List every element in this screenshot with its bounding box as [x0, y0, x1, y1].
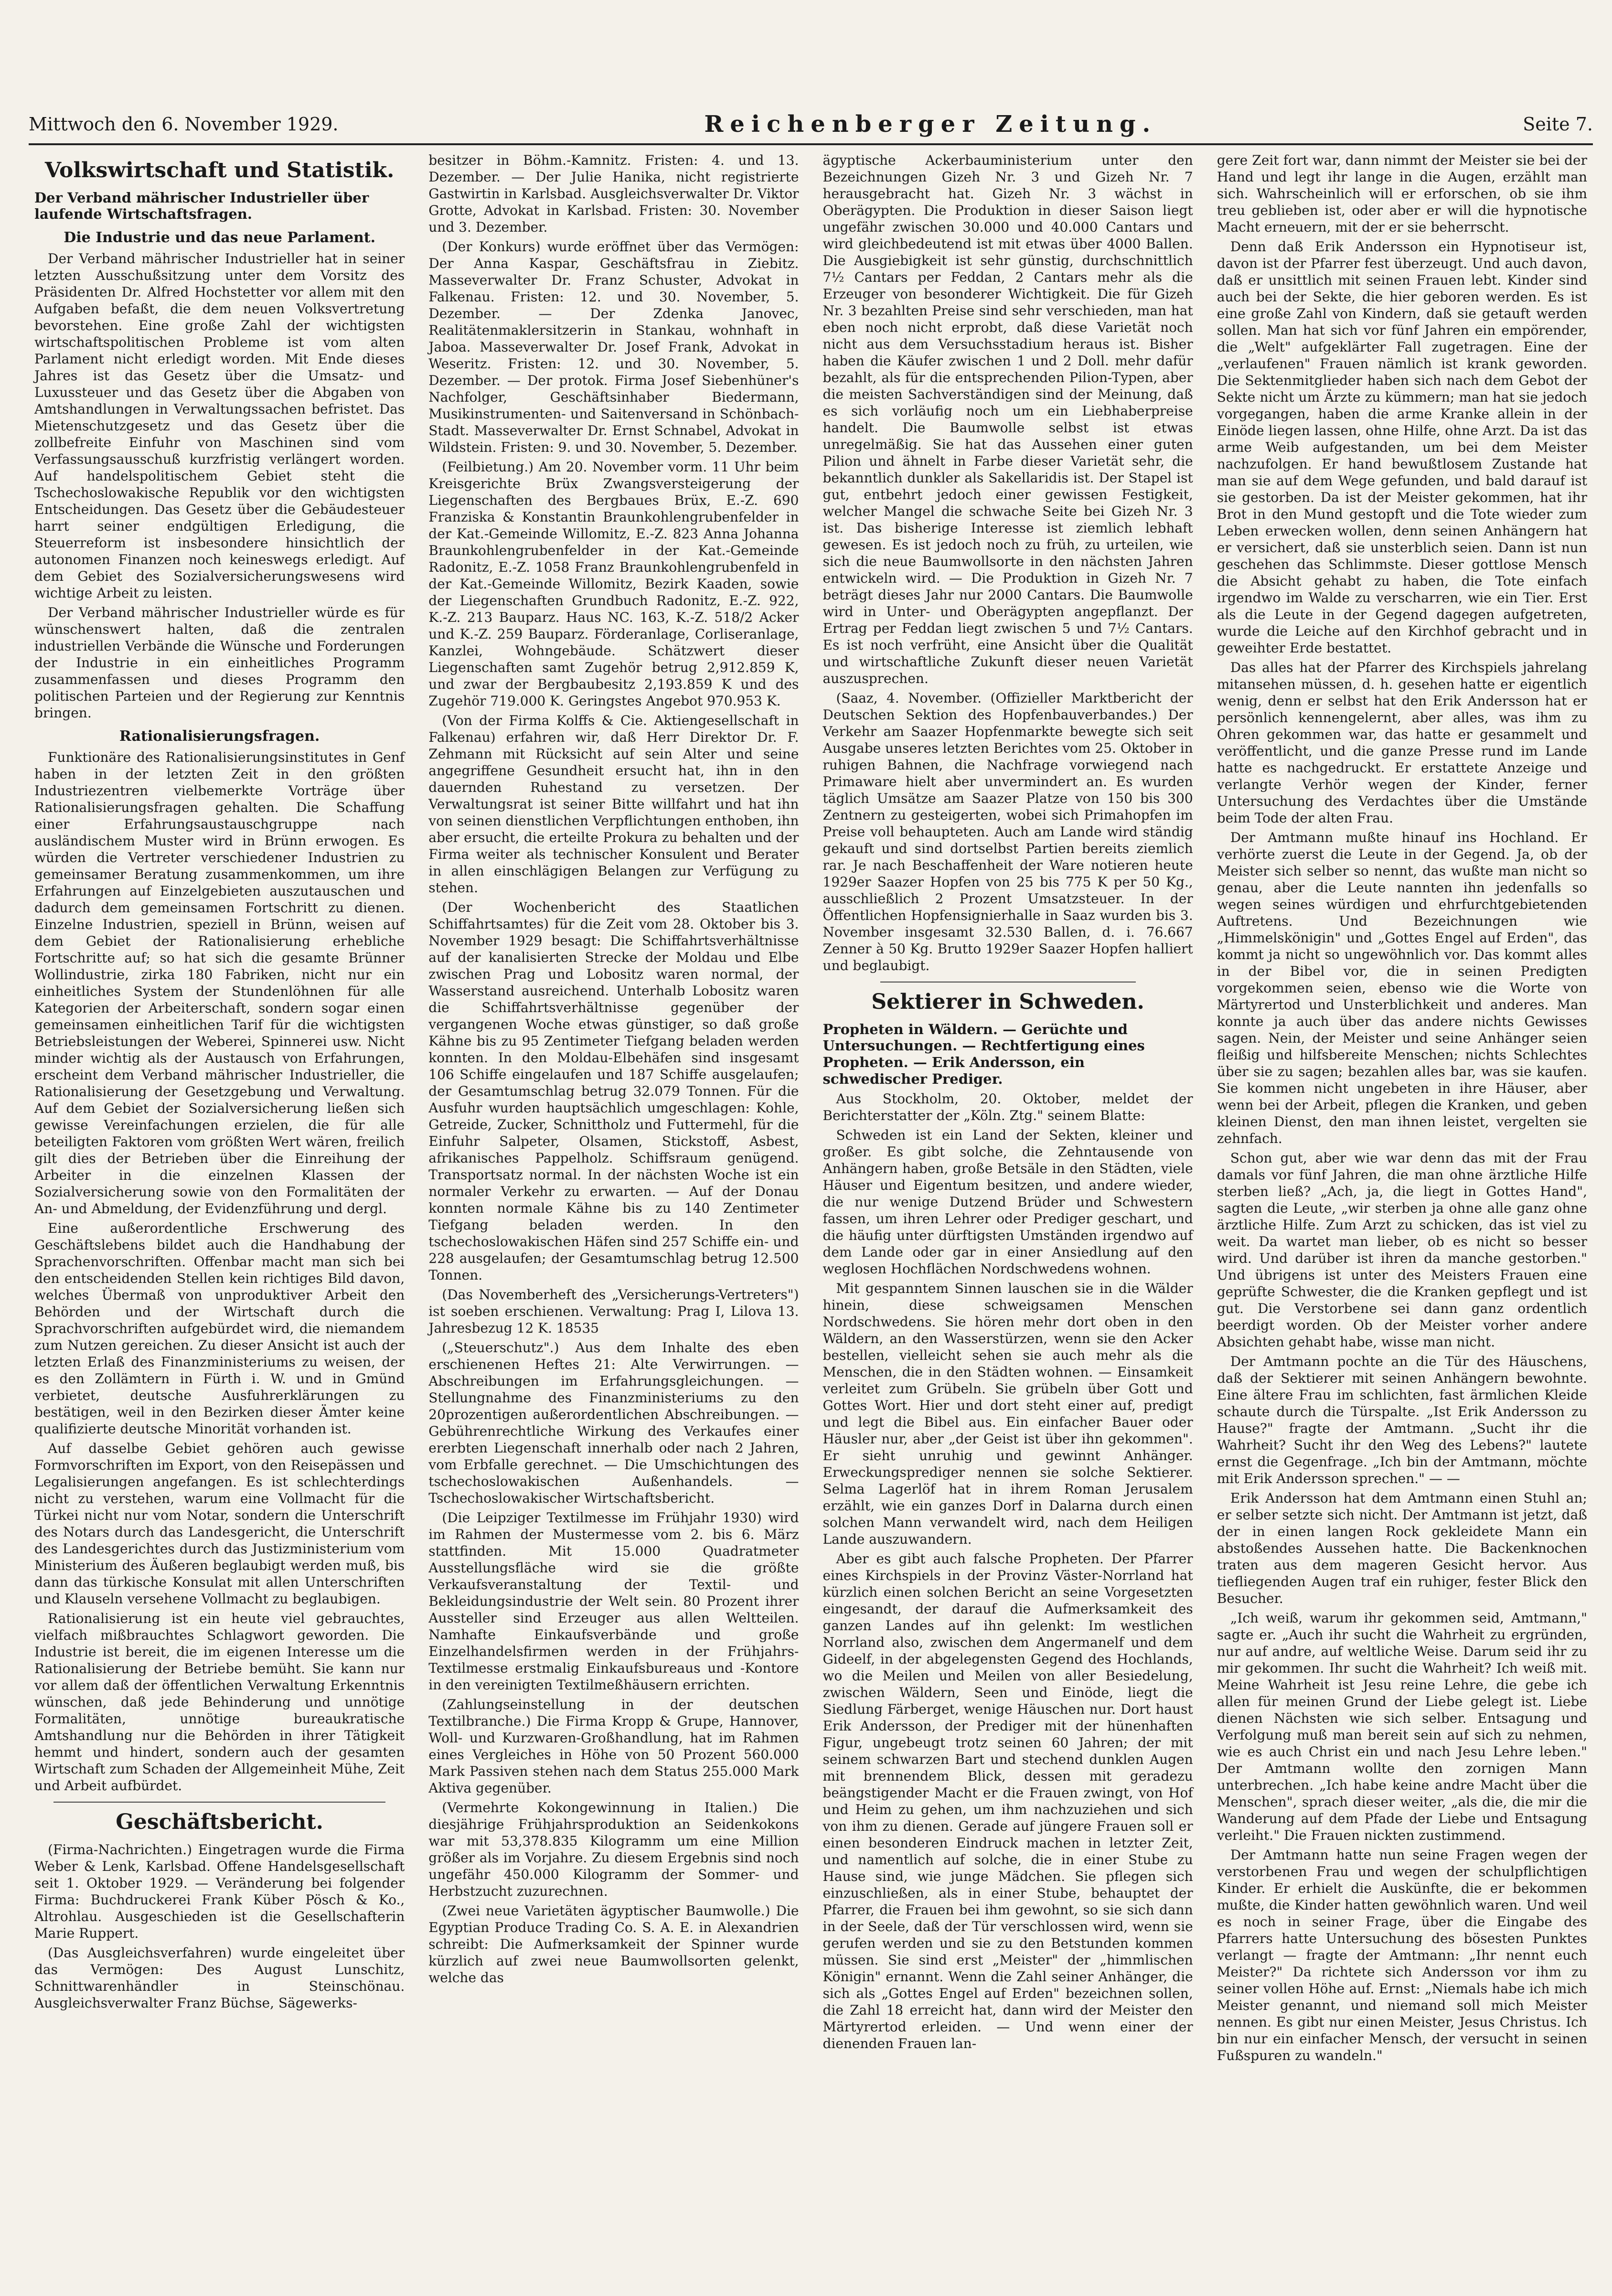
- paragraph: „Ich weiß, warum ihr gekommen seid, Amtmann," sagte er. „Auch ihr sucht die Wahrheit zu ergründen, nur auf andre, auf weltliche Weise. Darum seid ihr zu mir gekommen. Ihr sucht die Wahrheit? Ich weiß mit. Meine Wahrheit ist Jesu reine Lehre, die gebe ich allen für meinen Grund der Liebe gelegt ist. Liebe dienen Nächsten wie sich selber. Entsagung und Verfolgung muß man bereit sein auf sich zu nehmen, wie es auch Christ ein und nach Jesu Lehre leben." Der Amtmann wollte den zornigen Mann unterbrechen. „Ich habe keine andre Macht über die Menschen", sprach dieser weiter, „als die, die mir die Wanderung auf dem Pfade der Liebe und Entsagung verleiht." Die Frauen nickten zustimmend.: [1217, 1610, 1587, 1843]
- paragraph: Funktionäre des Rationalisierungsinstitutes in Genf haben in der letzten Zeit in den größten Industriezentren vielbemerkte Vorträge über Rationalisierungsfragen gehalten. Die Schaffung einer Erfahrungsaustauschgruppe nach ausländischem Muster wird in Brünn erwogen. Es würden die Vertreter verschiedener Industrien zu gemeinsamer Beratung zusammenkommen, um ihre Erfahrungen auf Einzelgebieten auszutauschen und dadurch dem gemeinsamen Fortschritt zu dienen. Einzelne Industrien, speziell in Brünn, weisen auf dem Gebiet der Rationalisierung erhebliche Fortschritte auf; so hat sich die gesamte Brünner Wollindustrie, zirka 180 Fabriken, nicht nur ein einheitliches System der Stundenlöhnen für alle Kategorien der Arbeiterschaft, sondern sogar einen gemeinsamen einheitlichen Tarif für die wichtigsten Betriebsleistungen der Weberei, Spinnerei usw. Nicht minder wichtig als der Austausch von Erfahrungen, erscheint dem Verband mährischer Industrieller, die Rationalisierung der Gesetzgebung und Verwaltung. Auf dem Gebiet der Sozialversicherung ließen sich gewisse Vereinfachungen erzielen, die für alle beteiligten Faktoren vom größten Wert wären, freilich gilt dies der Betrieben über die Einreihung der Arbeiter in die einzelnen Klassen der Sozialversicherung sowie von den Formalitäten der An- und Abmeldung, der Evidenzführung und dergl.: [34, 749, 405, 1217]
- paragraph: besitzer in Böhm.-Kamnitz. Fristen: 4. und 13. Dezember. — Der Julie Hanika, nicht registrierte Gastwirtin in Karlsbad. Ausgleichsverwalter Dr. Viktor Grotte, Advokat in Karlsbad. Fristen: 30. November und 3. Dezember.: [428, 152, 799, 235]
- article-subtitle: Propheten in Wäldern. — Gerüchte und Untersuchungen. — Rechtfertigung eines Propheten. — Erik Andersson, ein schwedischer Prediger.: [822, 1021, 1145, 1087]
- paragraph: Der Amtmann mußte hinauf ins Hochland. Er verhörte zuerst die Leute in der Gegend. Ja, ob der Meister sich selber so nennt, das wußte man nicht so genau, aber die Leute nannten ihn jedenfalls so wegen seines würdigen und ehrfurchtgebietenden Auftretens. Und Bezeichnungen wie „Himmelskönigin" und „Gottes Engel auf Erden", das kommt ja nicht so ungewöhnlich vor. Das kommt alles in der Bibel vor, die in seinen Predigten vorgekommen seien, ebenso wie die Worte von Märtyrertod und Unsterblichkeit und anderes. Man konnte ja auch über das andere nichts Gewisses sagen. Nein, der Meister und seine Anhänger seien fleißig und hilfsbereite Menschen; nichts Schlechtes über sie zu sagen; bezahlen alles bar, was sie kaufen. Sie kommen nicht ungebeten in ihre Häuser, aber wenn bei der Arbeit, pflegen die Kranken, und geben kleinen Dienst, den man ihnen leistet, vergelten sie zehnfach.: [1217, 830, 1587, 1146]
- newspaper-title: Reichenberger Zeitung.: [704, 111, 1157, 138]
- paragraph: (Die Leipziger Textilmesse im Frühjahr 1930) wird im Rahmen der Mustermesse vom 2. bis 6. März stattfinden. Mit 15.000 Quadratmeter Ausstellungsfläche wird sie die größte Verkaufsveranstaltung der Textil- und Bekleidungsindustrie der Welt sein. 80 Prozent ihrer Aussteller sind Erzeuger aus allen Weltteilen. Namhafte Einkaufsverbände und große Einzelhandelsfirmen werden in der Frühjahrs-Textilmesse erstmalig Einkaufsbureaus und -Kontore in den vereinigten Textilmeßhäusern errichten.: [428, 1510, 799, 1693]
- paragraph: Schweden ist ein Land der Sekten, kleiner und großer. Es gibt solche, die Zehntausende von Anhängern haben, große Betsäle in den Städten, viele Häuser und Eigentum besitzen, und andere wieder, die nur wenige Dutzend Brüder und Schwestern fassen, um ihren Lehrer oder Prediger geschart, und die häufig unter dürftigsten Umständen irgendwo auf dem Lande oder gar in einer Ansiedlung auf den weglosen Hochflächen Nordschwedens wohnen.: [822, 1127, 1193, 1277]
- paragraph: (Das Ausgleichsverfahren) wurde eingeleitet über das Vermögen: Des August Lunschitz, Schnittwarenhändler in Steinschönau. Ausgleichsverwalter Franz Büchse, Sägewerks-: [34, 1944, 405, 2011]
- paragraph: Der Amtmann hatte nun seine Fragen wegen der verstorbenen Frau und wegen der schulpflichtigen Kinder. Er erhielt die Auskünfte, die er bekommen mußte, die Kinder hatten gewöhnlich waren. Und weil es noch in seiner Frage, über die Eingabe des Pfarrers hatte Untersuchung des bösesten Punktes verlangt — fragte der Amtmann: „Ihr nennt euch Meister?" Da richtete sich Andersson vor ihm zu seiner vollen Höhe auf. Ernst: „Niemals habe ich mich Meister genannt, und niemand soll mich Meister nennen. Es gibt nur einen Meister, Jesus Christus. Ich bin nur ein einfacher Mensch, der versucht in seinen Fußspuren zu wandeln.": [1217, 1847, 1587, 2063]
- article-title: Sektierer in Schweden.: [871, 990, 1144, 1014]
- issue-date: Mittwoch den 6. November 1929.: [29, 114, 339, 135]
- article-columns: [29, 152, 1593, 2282]
- divider: [53, 1802, 385, 1803]
- paragraph: Der Verband mährischer Industrieller würde es für wünschenswert halten, daß die zentralen industriellen Verbände die Wünsche und Forderungen der Industrie in ein einheitliches Programm zusammenfassen und dieses Programm den politischen Parteien und der Regierung zur Kenntnis bringen.: [34, 605, 405, 721]
- paragraph: (Vermehrte Kokongewinnung in Italien.) Die diesjährige Frühjahrsproduktion an Seidenkokons war mit 53,378.835 Kilogramm um eine Million größer als im Vorjahre. Zu diesem Ergebnis sind noch ungefähr 450.000 Kilogramm der Sommer- und Herbstzucht zuzurechnen.: [428, 1800, 799, 1899]
- paragraph: Denn daß Erik Andersson ein Hypnotiseur ist, davon ist der Pfarrer fest überzeugt. Und auch davon, daß er unsittlich mit seinen Frauen lebt. Kinder sind auch bei der Sekte, die hier geboren werden. Es ist eine große Zahl von Kindern, daß sie getauft werden sollen. Man hat sich vor fünf Jahren ein empörender, die „Welt" aufgeklärter Fall zugetragen. Eine der „verlaufenen" Frauen nämlich ist krank geworden. Die Sektenmitglieder haben sich nach dem Gebot der Sekte nicht um Ärzte zu kümmern; man hat sie jedoch vorgegangen, haben die arme Kranke allein in der Einöde liegen lassen, ohne Hilfe, ohne Arzt. Da ist das arme Weib aufgestanden, um bei dem Meister nachzufolgen. Er hand bewußtlosem Zustande hat man sie auf dem Wege gefunden, und bald darauf ist sie gestorben. Da ist der Meister gekommen, hat ihr Brot in den Mund gestopft und die Tote wieder zum Leben erwecken wollen, denn seinen Anhängern hat er versichert, daß sie unsterblich seien. Dann ist nun geschehen das Schlimmste. Dieser gottlose Mensch die Absicht gehabt zu haben, die Tote einfach irgendwo im Walde zu verscharren, wie ein Tier. Erst als die Leute in der Gegend dagegen aufgetreten, wurde die Leiche auf den Kirchhof gebracht und in geweihter Erde bestattet.: [1217, 239, 1587, 656]
- column-4: [1211, 152, 1593, 2282]
- paragraph: (Von der Firma Kolffs & Cie. Aktiengesellschaft in Falkenau) erfahren wir, daß Herr Direktor Dr. F. Zehmann mit Rücksicht auf sein Alter und seine angegriffene Gesundheit ersucht hat, ihn in den dauernden Ruhestand zu versetzen. Der Verwaltungsrat ist seiner Bitte willfahrt und hat ihn von seinen dienstlichen Verpflichtungen enthoben, ihn aber ersucht, die erteilte Prokura zu behalten und der Firma weiter als technischer Konsulent und Berater in allen einschlägigen Belangen zur Verfügung zu stehen.: [428, 713, 799, 896]
- column-2: [423, 152, 804, 2282]
- masthead: [29, 107, 1593, 141]
- paragraph: Schon gut, aber wie war denn das mit der Frau damals vor fünf Jahren, die man ohne ärztliche Hilfe sterben ließ? „Ach, ja, die liegt in Gottes Hand", sagten die Leute, „wir sterben ja ohne alle ganz ohne ärztliche Hilfe. Zum Arzt zu schicken, das ist viel zu weit. Da wartet man lieber, ob es nicht so besser wird. Und darüber ist ihren da manche gestorben." Und übrigens ist unter des Meisters Frauen eine geprüfte Schwester, die die Kranken gepflegt und ist gut. Die Verstorbene sei dann ganz ordentlich beerdigt worden. Ob der Meister vorher andere Absichten gehabt habe, wisse man nicht.: [1217, 1150, 1587, 1350]
- paragraph: (Firma-Nachrichten.) Eingetragen wurde die Firma Weber & Lenk, Karlsbad. Offene Handelsgesellschaft seit 1. Oktober 1929. — Veränderung bei folgender Firma: Buchdruckerei Frank Küber Pösch & Ko., Altrohlau. Ausgeschieden ist die Gesellschafterin Marie Ruppert.: [34, 1841, 405, 1941]
- section-heading: Geschäftsbericht.: [116, 1810, 323, 1835]
- page-number: Seite 7.: [1523, 114, 1593, 135]
- paragraph: (Der Konkurs) wurde eröffnet über das Vermögen: Der Anna Kaspar, Geschäftsfrau in Ziebitz. Masseverwalter Dr. Franz Schuster, Advokat in Falkenau. Fristen: 12. und 30. November, 5. Dezember. — Der Zdenka Janovec, Realitätenmaklersitzerin in Stankau, wohnhaft in Jaboa. Masseverwalter Dr. Josef Frank, Advokat in Weseritz. Fristen: 12. und 30. November, 5. Dezember. — Der protok. Firma Josef Siebenhüner's Nachfolger, Geschäftsinhaber Biedermann, Musikinstrumenten- und Saitenversand in Schönbach-Stadt. Masseverwalter Dr. Ernst Schnabel, Advokat in Wildstein. Fristen: 9. und 30. November, 5. Dezember.: [428, 239, 799, 455]
- paragraph: (Der Wochenbericht des Staatlichen Schiffahrtsamtes) für die Zeit vom 28. Oktober bis 3. November 1929 besagt: Die Schiffahrtsverhältnisse auf der kanalisierten Strecke der Moldau und Elbe zwischen Prag und Lobositz waren normal, der Wasserstand ausreichend. Unterhalb Lobositz waren die Schiffahrtsverhältnisse gegenüber der vergangenen Woche etwas günstiger, so daß große Kähne bis zu 95 Zentimeter Tiefgang beladen werden konnten. In den Moldau-Elbehäfen sind insgesamt 106 Schiffe eingelaufen und 187 Schiffe ausgelaufen; der Gesamtumschlag betrug 32.079 Tonnen. Für die Ausfuhr wurden hauptsächlich umgeschlagen: Kohle, Getreide, Zucker, Schnittholz und Futtermehl, für die Einfuhr Salpeter, Olsamen, Stickstoff, Asbest, afrikanisches Pappelholz. Schiffsraum genügend. Transportsatz normal. In der nächsten Woche ist ein normaler Verkehr zu erwarten. — Auf der Donau konnten normale Kähne bis zu 140 Zentimeter Tiefgang beladen werden. In den tschechoslowakischen Häfen sind 257 Schiffe ein- und 228 ausgelaufen; der Gesamtumschlag betrug 12.500 Tonnen.: [428, 899, 799, 1283]
- paragraph: gere Zeit fort war, dann nimmt der Meister sie bei der Hand und legt ihr lange in die Augen, erzählt man sich. Wahrscheinlich will er erforschen, ob sie ihm treu geblieben ist, oder aber er will die hypnotische Macht erneuern, mit der er sie beherrscht.: [1217, 152, 1587, 235]
- paragraph: (Das Novemberheft des „Versicherungs-Vertreters") ist soeben erschienen. Verwaltung: Prag I, Lilova 13. Jahresbezug 12 K. 18535: [428, 1287, 799, 1336]
- paragraph: Rationalisierung ist ein heute viel gebrauchtes, vielfach mißbrauchtes Schlagwort geworden. Die Industrie ist bereit, die im eigenen Interesse um die Rationalisierung der Betriebe bemüht. Sie kann nur vor allem daß der öffentlichen Verwaltung Erkenntnis wünschen, daß jede Behinderung und unnötige Formalitäten, unnötige bureaukratische Amtshandlung nur die Behörden in ihrer Tätigkeit hemmt und hindert, sondern auch der gesamten Wirtschaft zum Schaden der Allgemeinheit Mühe, Zeit und Arbeit aufbürdet.: [34, 1611, 405, 1794]
- paragraph: („Steuerschutz".) Aus dem Inhalte des eben erschienenen Heftes 21: Alte Verwirrungen. — Abschreibungen im Erfahrungsgleichungen. — Stellungnahme des Finanzministeriums zu den 20prozentigen außerordentlichen Abschreibungen. — Gebührenrechtliche Wirkung des Verkaufes einer ererbten Liegenschaft innerhalb oder nach 2 Jahren, vom Erbfalle gerechnet. — Die Umschichtungen des tschechoslowakischen Außenhandels. — Tschechoslowakischer Wirtschaftsbericht.: [428, 1340, 799, 1506]
- paragraph: Das alles hat der Pfarrer des Kirchspiels jahrelang mitansehen müssen, d. h. gesehen hatte er eigentlich wenig, denn er selbst hat den Erik Andersson hat er persönlich kennengelernt, aber alles, was ihm zu Ohren gekommen war, das hatte er gesammelt und veröffentlicht, und die ganze Presse rund im Lande hatte es nachgedruckt. Er erstattete Anzeige und verlangte Verhör wegen der Kinder, ferner Untersuchung des Verdachtes über die Umstände beim Tode der alten Frau.: [1217, 660, 1587, 826]
- paragraph: Mit gespanntem Sinnen lauschen sie in die Wälder hinein, diese schweigsamen Menschen Nordschwedens. Sie hören mehr dort oben in den Wäldern, an den Wasserstürzen, wenn sie den Acker bestellen, vielleicht sehen sie auch mehr als die Menschen, die in den Städten wohnen. — Einsamkeit verleitet zum Grübeln. Sie grübeln über Gott und Gottes Wort. Hier und dort steht einer auf, predigt und legt die Bibel aus. Ein einfacher Bauer oder Häusler nur, aber „der Geist ist über ihn gekommen". Er sieht unruhig und gewinnt Anhänger. Erweckungsprediger nennen sie solche Sektierer. Selma Lagerlöf hat in ihrem Roman Jerusalem erzählt, wie ein ganzes Dorf in Dalarna durch einen solchen Mann verwandelt wird, nach dem Heiligen Lande auszuwandern.: [822, 1280, 1193, 1547]
- paragraph: (Saaz, 4. November. (Offizieller Marktbericht der Deutschen Sektion des Hopfenbauverbandes.) Der Verkehr am Saazer Hopfenmarkte bewegte sich seit Ausgabe unseres letzten Berichtes vom 25. Oktober in ruhigen Bahnen, die Nachfrage vorwiegend nach Primaware hielt aber unvermindert an. Es wurden täglich Umsätze am Saazer Platze von 150 bis 300 Zentnern zu gesteigerten, wobei sich Primahopfen im Preise voll behaupteten. Auch am Lande wird ständig gekauft und sind dortselbst Partien bereits ziemlich rar. Je nach Beschaffenheit der Ware notieren heute 1929er Saazer Hopfen von 25 bis 775 K per 50 Kg., ausschließlich 2 Prozent Umsatzsteuer. In der Öffentlichen Hopfensignierhalle in Saaz wurden bis 3. November insgesamt 32.530 Ballen, d. i. 76.667 Zenner à 50 Kg. Brutto 1929er Saazer Hopfen halliert und beglaubigt.: [822, 690, 1193, 973]
- column-1: [29, 152, 410, 2282]
- paragraph: Der Amtmann pochte an die Tür des Häuschens, daß der Sektierer mit seinen Anhängern bewohnte. Eine ältere Frau im schlichten, fast ärmlichen Kleide schaute durch die Türspalte. „Ist Erik Andersson zu Hause?" fragte der Amtmann. „Sucht ihr die Wahrheit? Sucht ihr den Weg des Lebens?" lautete ernst die Gegenfrage. „Ich bin der Amtmann, möchte mit Erik Andersson sprechen." — —: [1217, 1354, 1587, 1486]
- paragraph: (Zahlungseinstellung in der deutschen Textilbranche.) Die Firma Kropp & Grupe, Hannover, Woll- und Kurzwaren-Großhandlung, hat im Rahmen eines Vergleiches in Höhe von 50 Prozent 560.000 Mark Passiven stehen nach dem Status 255.000 Mark Aktiva gegenüber.: [428, 1697, 799, 1796]
- masthead-rule: [29, 143, 1593, 145]
- paragraph: (Feilbietung.) Am 20. November vorm. 11 Uhr beim Kreisgerichte Brüx Zwangsversteigerung der Liegenschaften des Bergbaues Brüx, E.-Z. 690 Franziska & Konstantin Braunkohlengrubenfelder in der Kat.-Gemeinde Willomitz, E.-Z. 823 Anna Johanna Braunkohlengrubenfelder in der Kat.-Gemeinde Radonitz, E.-Z. 1058 Franz Braunkohlengrubenfeld in der Kat.-Gemeinde Willomitz, Bezirk Kaaden, sowie der Liegenschaften Grundbuch Radonitz, E.-Z. 922, K.-Z. 213 Bauparz. Haus NC. 163, K.-Z. 518/2 Acker und K.-Z. 259 Bauparz. Förderanlage, Corliseranlage, Kanzlei, Wohngebäude. Schätzwert dieser Liegenschaften samt Zugehör betrug 2,912.859 K, und zwar der Bergbaubesitz 2,193.859 K und des Zugehör 719.000 K. Geringstes Angebot 970.953 K.: [428, 459, 799, 709]
- paragraph: ägyptische Ackerbauministerium unter den Bezeichnungen Gizeh Nr. 3 und Gizeh Nr. 7 herausgebracht hat. Gizeh Nr. 3 wächst in Oberägypten. Die Produktion in dieser Saison liegt ungefähr zwischen 30.000 und 40.000 Cantars und wird gleichbedeutend ist mit etwas über 4000 Ballen. Die Ausgiebigkeit ist sehr günstig, durchschnittlich 7½ Cantars per Feddan, 2 Cantars mehr als die Erzeuger von besonderer Wichtigkeit. Die für Gizeh Nr. 3 bezahlten Preise sind sehr verschieden, man hat eben noch nicht erprobt, daß diese Varietät noch nicht aus dem Versuchsstadium heraus ist. Bisher haben die Käufer zwischen 1 und 2 Doll. mehr dafür bezahlt, als für die entsprechenden Pilion-Typen, aber die meisten Sachverständigen sind der Meinung, daß es sich vorläufig noch um ein Liebhaberpreise handelt. Die Baumwolle selbst ist etwas unregelmäßig. Sie hat das Aussehen einer guten Pilion und ähnelt in Farbe dieser Varietät sehr, die bekanntlich dunkler als Sakellaridis ist. Der Stapel ist gut, entbehrt jedoch einer gewissen Festigkeit, welcher Mangel die schwache Seite bei Gizeh Nr. 3 ist. Das bisherige Interesse ist ziemlich lebhaft gewesen. Es ist jedoch noch zu früh, zu urteilen, wie sich die neue Baumwollsorte in den nächsten Jahren entwickeln wird. — Die Produktion in Gizeh Nr. 7 beträgt dieses Jahr nur 2000 Cantars. Die Baumwolle wird in Unter- und Oberägypten angepflanzt. Der Ertrag per Feddan liegt zwischen 5 und 7½ Cantars. Es ist noch verfrüht, eine Ansicht über die Qualität und wirtschaftliche Zukunft dieser neuen Varietät auszusprechen.: [822, 152, 1193, 686]
- paragraph: Aus Stockholm, 20. Oktober, meldet der Berichterstatter der „Köln. Ztg." seinem Blatte:: [822, 1090, 1193, 1123]
- paragraph: Der Verband mährischer Industrieller hat in seiner letzten Ausschußsitzung unter dem Vorsitz des Präsidenten Dr. Alfred Hochstetter vor allem mit den Aufgaben befaßt, die dem neuen Volksvertretung bevorstehen. Eine große Zahl der wichtigsten wirtschaftspolitischen Probleme ist vom alten Parlament nicht erledigt worden. Mit Ende dieses Jahres ist das Gesetz über die Umsatz- und Luxussteuer und das Gesetz über die Abgaben von Amtshandlungen in Verwaltungssachen befristet. Das Mietenschutzgesetz und das Gesetz über die zollbefreite Einfuhr von Maschinen sind vom Verfassungsausschuß kurzfristig verlängert worden. Auf handelspolitischem Gebiet steht die Tschechoslowakische Republik vor den wichtigsten Entscheidungen. Das Gesetz über die Gebäudesteuer harrt seiner endgültigen Erledigung, die Steuerreform ist insbesondere hinsichtlich der autonomen Finanzen noch keineswegs erledigt. Auf dem Gebiet des Sozialversicherungswesens wird wichtige Arbeit zu leisten.: [34, 251, 405, 601]
- paragraph: (Zwei neue Varietäten ägyptischer Baumwolle.) Die Egyptian Produce Trading Co. S. A. E. in Alexandrien schreibt: Die Aufmerksamkeit der Spinner wurde kürzlich auf zwei neue Baumwollsorten gelenkt, welche das: [428, 1903, 799, 1986]
- article-heading: Der Verband mährischer Industrieller über laufende Wirtschaftsfragen.: [34, 189, 369, 223]
- column-3: [817, 152, 1199, 2282]
- paragraph: Aber es gibt auch falsche Propheten. Der Pfarrer eines Kirchspiels in der Provinz Väster-Norrland hat kürzlich einen solchen Bericht an seine Vorgesetzten eingesandt, der darauf die Aufmerksamkeit des ganzen Landes auf ihn gelenkt: Im westlichen Norrland also, zwischen dem Angermanelf und dem Gideelf, in der abgelegensten Gegend des Hochlands, wo die Meilen und Meilen von aller Besiedelung, zwischen Wäldern, Seen und Einöde, liegt die Siedlung Färberget, wenige Häuschen nur. Dort haust Erik Andersson, der Prediger mit der hünenhaften Figur, ungebeugt trotz seinen 60 Jahren; der mit seinem schwarzen Bart und stechend dunklen Augen mit brennendem Blick, dessen mit geradezu beängstigender Macht er die Frauen zwingt, von Hof und Heim zu gehen, um ihm nachzuziehen und sich von ihm zu dienen. Gerade auf jüngere Frauen soll er einen besonderen Eindruck machen in letzter Zeit, und namentlich auf solche, die in einer Stube zu Hause sind, wie junge Mädchen. Sie pflegen sich einzuschließen, als in einer Stube, behauptet der Pfarrer, die Frauen bei ihm gewohnt, so sie sich dann in der Seele, daß der Tür verschlossen wird, wenn sie gerufen werden und sie zu den Betstunden kommen müssen. Sie sind erst „Meister" der „himmlischen Königin" ernannt. Wenn die Zahl seiner Anhänger, die sich als „Gottes Engel auf Erden" bezeichnen sollen, die Zahl 18 erreicht hat, dann wird der Meister den Märtyrertod erleiden. — Und wenn einer der dienenden Frauen lan-: [822, 1550, 1193, 2051]
- paragraph: Erik Andersson hat dem Amtmann einen Stuhl an; er selber setzte sich nicht. Der Amtmann ist jetzt, daß der in einen langen Rock gekleidete Mann ein abstoßendes Aussehen hatte. Die Backenknochen traten aus dem mageren Gesicht hervor. Aus tiefliegenden Augen traf ein ruhiger, fester Blick den Besucher.: [1217, 1490, 1587, 1606]
- section-heading: Volkswirtschaft und Statistik.: [44, 158, 395, 182]
- sub-heading: Die Industrie und das neue Parlament.: [64, 229, 376, 246]
- paragraph: Auf dasselbe Gebiet gehören auch gewisse Formvorschriften im Export, von den Reisepässen und Legalisierungen angefangen. Es ist schlechterdings nicht zu verstehen, warum eine Vollmacht für die Türkei nicht nur vom Notar, sondern die Unterschrift des Notars durch das Landesgericht, die Unterschrift des Landesgerichtes durch das Justizministerium vom Ministerium des Äußeren beglaubigt werden muß, bis dann das türkische Konsulat mit allen Unterschriften und Klauseln versehene Vollmacht zu beglaubigen.: [34, 1441, 405, 1607]
- paragraph: Eine außerordentliche Erschwerung des Geschäftslebens bildet auch die Handhabung der Sprachenvorschriften. Offenbar macht man sich bei den entscheidenden Stellen kein richtiges Bild davon, welches Übermaß von unproduktiver Arbeit den Behörden und der Wirtschaft durch die Sprachvorschriften aufgebürdet wird, die niemandem zum Nutzen gereichen. Zu dieser Ansicht ist auch der letzten Erlaß des Finanzministeriums zu weisen, der es den Zollämtern in Fürth i. W. und in Gmünd verbietet, deutsche Ausfuhrerklärungen zu bestätigen, weil in den Bezirken dieser Ämter keine qualifizierte deutsche Minorität vorhanden ist.: [34, 1220, 405, 1437]
- sub-heading: Rationalisierungsfragen.: [119, 728, 320, 745]
